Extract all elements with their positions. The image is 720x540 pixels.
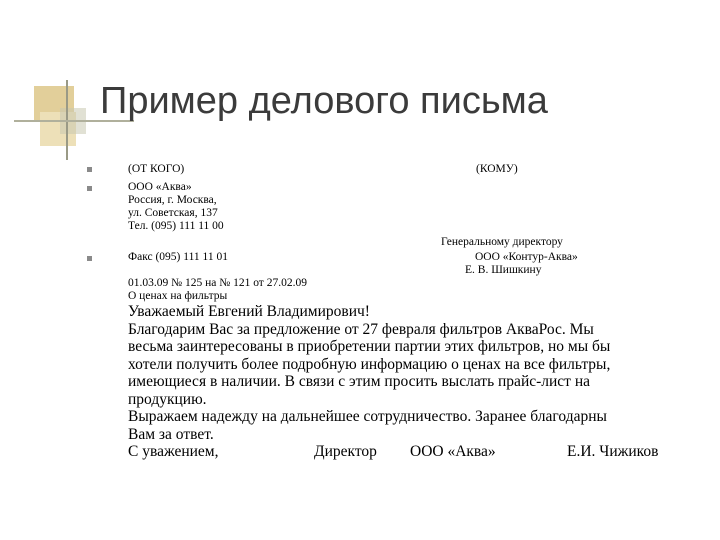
closing-text: С уважением, <box>128 443 219 460</box>
from-label: (ОТ КОГО) <box>128 163 185 175</box>
page-title: Пример делового письма <box>100 80 548 122</box>
letter-body <box>128 303 703 443</box>
signer-name: Е.И. Чижиков <box>567 443 659 460</box>
sender-company: ООО «Аква» <box>128 181 192 193</box>
letter-line: имеющиеся в наличии. В связи с этим просить выслать прайс-лист на <box>128 373 591 390</box>
sender-city: Россия, г. Москва, <box>128 194 217 206</box>
recipient-name: Е. В. Шишкину <box>465 264 542 276</box>
to-label: (КОМУ) <box>476 163 518 175</box>
letter-line: Благодарим Вас за предложение от 27 февраля фильтров АкваРос. Мы <box>128 320 594 338</box>
bullet-icon <box>87 167 92 172</box>
sender-street: ул. Советская, 137 <box>128 207 218 219</box>
sender-fax: Факс (095) 111 11 01 <box>128 251 228 263</box>
letter-line: Выражаем надежду на дальнейшее сотрудничество. Заранее благодарны <box>128 408 607 425</box>
letter-line: продукцию. <box>128 390 207 408</box>
reference-number: 01.03.09 № 125 на № 121 от 27.02.09 <box>128 277 307 289</box>
letter-line: весьма заинтересованы в приобретении партии этих фильтров, но мы бы <box>128 338 611 355</box>
reference-subject: О ценах на фильтры <box>128 290 228 302</box>
letter-greeting: Уважаемый Евгений Владимирович! <box>128 303 370 320</box>
sender-phone: Тел. (095) 111 11 00 <box>128 220 224 232</box>
recipient-company: ООО «Контур-Аква» <box>475 251 578 263</box>
signer-position: Директор <box>314 443 377 460</box>
signer-company: ООО «Аква» <box>410 443 496 460</box>
letter-line: Вам за ответ. <box>128 425 214 443</box>
letter-line: хотели получить более подробную информацию о ценах на все фильтры, <box>128 355 611 373</box>
bullet-icon <box>87 186 92 191</box>
bullet-icon <box>87 256 92 261</box>
recipient-position: Генеральному директору <box>441 236 563 248</box>
